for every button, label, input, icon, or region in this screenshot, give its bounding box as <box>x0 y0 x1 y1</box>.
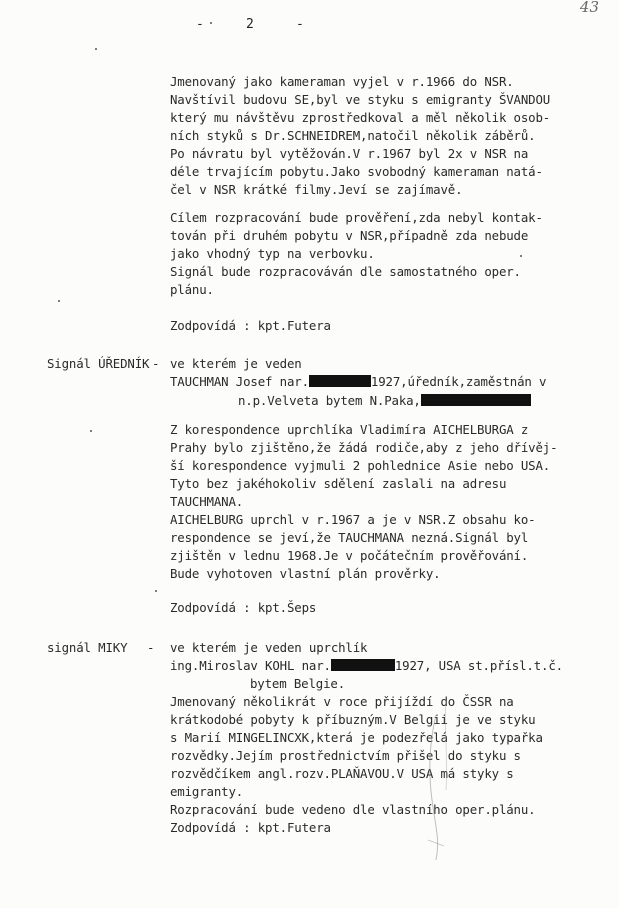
signal-label: signál MIKY <box>47 640 128 655</box>
page-header-left-dash: - <box>196 17 204 32</box>
signal3-body-line: s Marií MINGELINCXK,která je podezřelá jako typařka <box>170 730 543 745</box>
para2-line: jako vhodný typ na verbovku. <box>170 246 375 261</box>
employer-text: n.p.Velveta bytem N.Paka, <box>238 393 421 408</box>
signal2-body-line: ší korespondence vyjmuli 2 pohlednice Asie nebo USA. <box>170 458 551 473</box>
signal2-body-line: TAUCHMANA. <box>170 494 244 509</box>
residence-line: bytem Belgie. <box>250 676 346 691</box>
signal3-body-line: rozvědky.Jejím prostřednictvím přišel do styku s <box>170 748 521 763</box>
para2-line: Cílem rozpracování bude prověření,zda nebyl kontak- <box>170 210 543 225</box>
para1-line: Navštívil budovu SE,byl ve styku s emigranty ŠVANDOU <box>170 92 551 107</box>
signal2-body-line: zjištěn v lednu 1968.Je v počátečním prověřování. <box>170 548 529 563</box>
redaction-bar <box>309 375 371 387</box>
person-details: 1927,úředník,zaměstnán v <box>370 374 547 389</box>
responsible-officer: Zodpovídá : kpt.Futera <box>170 820 331 835</box>
page-header-right-dash: - <box>296 17 304 32</box>
signal3-body-line: Rozpracování bude vedeno dle vlastního oper.plánu. <box>170 802 536 817</box>
redaction-bar <box>421 394 531 406</box>
person-line <box>170 658 563 674</box>
signal3-body-line: Jmenovaný několikrát v roce přijíždí do ČSSR na <box>170 694 514 709</box>
person-details: 1927, USA st.přísl.t.č. <box>394 658 563 673</box>
responsible-officer: Zodpovídá : kpt.Šeps <box>170 600 317 615</box>
para1-line: Jmenovaný jako kameraman vyjel v r.1966 do NSR. <box>170 74 514 89</box>
para1-line: Po návratu byl vytěžován.V r.1967 byl 2x v NSR na <box>170 146 529 161</box>
signal2-body-line: Z korespondence uprchlíka Vladimíra AICHELBURGA z <box>170 422 529 437</box>
person-name: ing.Miroslav KOHL nar. <box>170 658 331 673</box>
redaction-bar <box>331 659 395 671</box>
signal2-body-line: respondence se jeví,že TAUCHMANA nezná.Signál byl <box>170 530 529 545</box>
signal3-body-line: emigranty. <box>170 784 244 799</box>
para2-line: plánu. <box>170 282 214 297</box>
signal-intro: ve kterém je veden uprchlík <box>170 640 368 655</box>
page-number: 2 <box>246 17 254 32</box>
signal2-body-line: Bude vyhotoven vlastní plán prověrky. <box>170 566 441 581</box>
responsible-officer: Zodpovídá : kpt.Futera <box>170 318 331 333</box>
para1-line: čel v NSR krátké filmy.Jeví se zajímavě. <box>170 182 463 197</box>
para1-line: který mu návštěvu zprostředkoval a měl několik osob- <box>170 110 551 125</box>
signal3-body-line: rozvědčíkem angl.rozv.PLAŇAVOU.V USA má styky s <box>170 766 514 781</box>
employer-line <box>238 393 531 409</box>
signal-dash: - <box>152 356 160 371</box>
person-name: TAUCHMAN Josef nar. <box>170 374 309 389</box>
signal3-body-line: krátkodobé pobyty k příbuzným.V Belgii je ve styku <box>170 712 536 727</box>
para2-line: Signál bude rozpracováván dle samostatného oper. <box>170 264 521 279</box>
signal-label: Signál ÚŘEDNÍK <box>47 356 150 371</box>
signal2-body-line: AICHELBURG uprchl v r.1967 a je v NSR.Z obsahu ko- <box>170 512 536 527</box>
signal-intro: ve kterém je veden <box>170 356 302 371</box>
signal-dash: - <box>147 640 155 655</box>
para2-line: tován při druhém pobytu v NSR,případně zda nebude <box>170 228 529 243</box>
signal2-body-line: Tyto bez jakéhokoliv sdělení zaslali na adresu <box>170 476 507 491</box>
corner-handwritten-note: 43 <box>579 0 599 16</box>
signal2-body-line: Prahy bylo zjištěno,že žádá rodiče,aby z jeho dřívěj- <box>170 440 558 455</box>
person-line <box>170 374 546 390</box>
para1-line: ních styků s Dr.SCHNEIDREM,natočil několik záběrů. <box>170 128 536 143</box>
para1-line: déle trvajícím pobytu.Jako svobodný kameraman natá- <box>170 164 543 179</box>
